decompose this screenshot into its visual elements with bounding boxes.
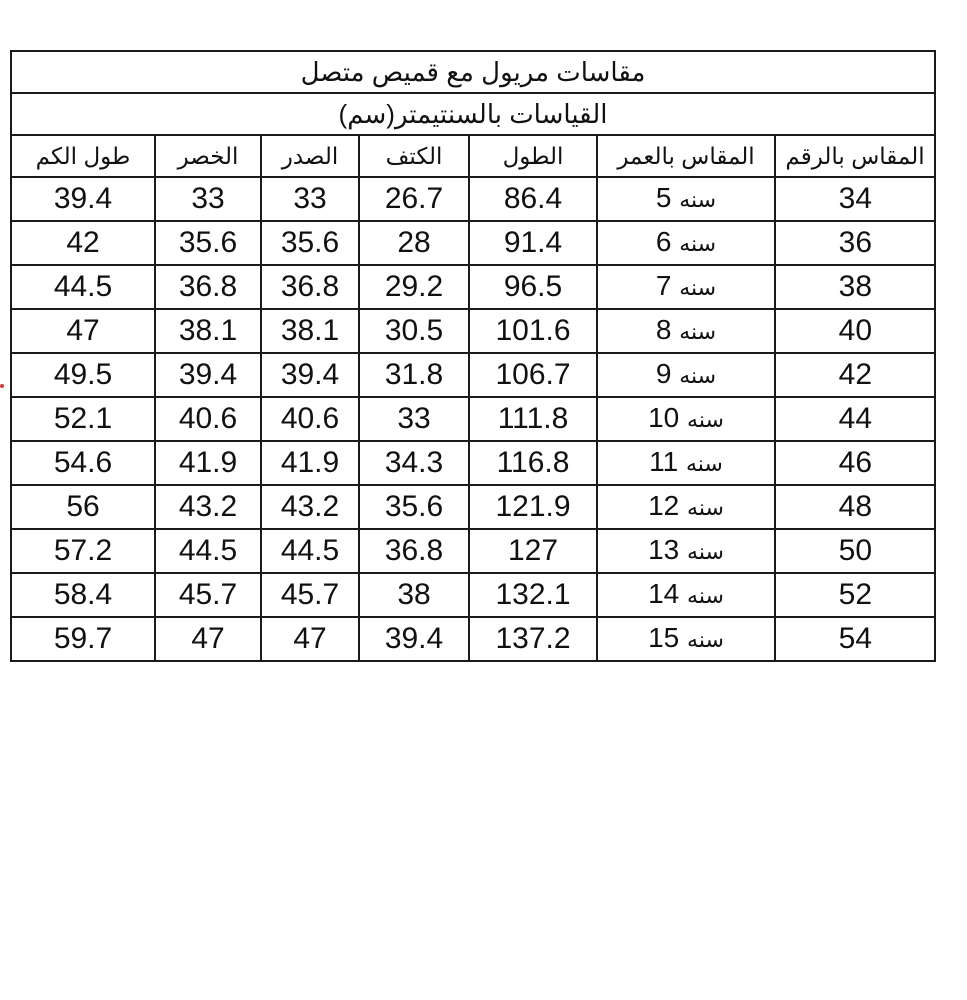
cell-waist: 40.6 — [155, 397, 261, 441]
cell-waist: 45.7 — [155, 573, 261, 617]
header-waist: الخصر — [155, 135, 261, 177]
cell-shoulder: 38 — [359, 573, 469, 617]
cell-chest: 39.4 — [261, 353, 359, 397]
header-row — [11, 135, 935, 177]
cell-length: 106.7 — [469, 353, 597, 397]
cell-length: 111.8 — [469, 397, 597, 441]
age-label — [649, 442, 723, 484]
header-sleeve-length: طول الكم — [11, 135, 155, 177]
cell-chest: 45.7 — [261, 573, 359, 617]
age-label — [656, 354, 716, 396]
cell-size-age — [597, 573, 775, 617]
header-chest: الصدر — [261, 135, 359, 177]
age-number: 15 — [648, 622, 680, 653]
cell-length: 101.6 — [469, 309, 597, 353]
age-number: 14 — [648, 578, 680, 609]
cell-size-number: 48 — [775, 485, 935, 529]
cell-waist: 35.6 — [155, 221, 261, 265]
age-number: 8 — [655, 314, 672, 345]
cell-waist: 39.4 — [155, 353, 261, 397]
header-size-age: المقاس بالعمر — [597, 135, 775, 177]
cell-shoulder: 29.2 — [359, 265, 469, 309]
cell-length: 132.1 — [469, 573, 597, 617]
cell-shoulder: 39.4 — [359, 617, 469, 661]
cell-size-age — [597, 265, 775, 309]
edge-mark — [0, 384, 4, 388]
age-number: 10 — [648, 402, 680, 433]
cell-shoulder: 34.3 — [359, 441, 469, 485]
cell-size-number: 46 — [775, 441, 935, 485]
cell-size-number: 34 — [775, 177, 935, 221]
cell-sleeve-length: 52.1 — [11, 397, 155, 441]
cell-chest: 38.1 — [261, 309, 359, 353]
cell-sleeve-length: 39.4 — [11, 177, 155, 221]
cell-size-age — [597, 485, 775, 529]
cell-shoulder: 36.8 — [359, 529, 469, 573]
cell-shoulder: 28 — [359, 221, 469, 265]
table-row — [11, 617, 935, 661]
age-number: 5 — [655, 182, 672, 213]
cell-sleeve-length: 57.2 — [11, 529, 155, 573]
age-label — [656, 266, 716, 308]
cell-chest: 40.6 — [261, 397, 359, 441]
table-row — [11, 573, 935, 617]
table-subtitle: القياسات بالسنتيمتر(سم) — [11, 93, 935, 135]
cell-sleeve-length: 59.7 — [11, 617, 155, 661]
age-word: سنه — [687, 539, 724, 564]
cell-shoulder: 31.8 — [359, 353, 469, 397]
cell-shoulder: 30.5 — [359, 309, 469, 353]
cell-waist: 47 — [155, 617, 261, 661]
age-number: 11 — [649, 446, 679, 477]
cell-length: 137.2 — [469, 617, 597, 661]
table-row — [11, 529, 935, 573]
age-label — [648, 574, 724, 616]
cell-shoulder: 26.7 — [359, 177, 469, 221]
header-shoulder: الكتف — [359, 135, 469, 177]
cell-size-number: 54 — [775, 617, 935, 661]
cell-chest: 43.2 — [261, 485, 359, 529]
cell-length: 127 — [469, 529, 597, 573]
cell-length: 86.4 — [469, 177, 597, 221]
age-number: 6 — [655, 226, 672, 257]
age-label — [648, 618, 724, 660]
cell-size-age — [597, 529, 775, 573]
cell-sleeve-length: 47 — [11, 309, 155, 353]
age-word: سنه — [687, 583, 724, 608]
cell-waist: 44.5 — [155, 529, 261, 573]
cell-length: 96.5 — [469, 265, 597, 309]
age-word: سنه — [679, 275, 717, 300]
cell-chest: 36.8 — [261, 265, 359, 309]
cell-size-age — [597, 221, 775, 265]
cell-size-number: 42 — [775, 353, 935, 397]
cell-size-age — [597, 397, 775, 441]
age-number: 12 — [648, 490, 680, 521]
cell-length: 91.4 — [469, 221, 597, 265]
age-label — [648, 398, 724, 440]
age-word: سنه — [679, 319, 717, 344]
header-length: الطول — [469, 135, 597, 177]
cell-chest: 44.5 — [261, 529, 359, 573]
cell-size-age — [597, 441, 775, 485]
age-label — [656, 178, 716, 220]
table-row — [11, 441, 935, 485]
age-word: سنه — [687, 407, 724, 432]
cell-size-age — [597, 353, 775, 397]
size-table — [10, 50, 936, 662]
table-title: مقاسات مريول مع قميص متصل — [11, 51, 935, 93]
age-number: 13 — [648, 534, 680, 565]
cell-size-number: 40 — [775, 309, 935, 353]
cell-chest: 33 — [261, 177, 359, 221]
size-chart — [10, 50, 934, 662]
age-number: 9 — [655, 358, 672, 389]
cell-length: 116.8 — [469, 441, 597, 485]
cell-waist: 36.8 — [155, 265, 261, 309]
age-number: 7 — [655, 270, 672, 301]
cell-size-age — [597, 309, 775, 353]
cell-size-number: 38 — [775, 265, 935, 309]
table-row — [11, 221, 935, 265]
cell-chest: 47 — [261, 617, 359, 661]
table-row — [11, 397, 935, 441]
cell-chest: 41.9 — [261, 441, 359, 485]
cell-size-number: 44 — [775, 397, 935, 441]
age-word: سنه — [686, 451, 723, 476]
cell-shoulder: 35.6 — [359, 485, 469, 529]
table-row — [11, 177, 935, 221]
cell-waist: 43.2 — [155, 485, 261, 529]
cell-size-age — [597, 177, 775, 221]
age-word: سنه — [679, 231, 717, 256]
cell-waist: 38.1 — [155, 309, 261, 353]
age-label — [648, 530, 724, 572]
age-label — [648, 486, 724, 528]
table-row — [11, 353, 935, 397]
cell-sleeve-length: 44.5 — [11, 265, 155, 309]
age-word: سنه — [687, 495, 724, 520]
cell-chest: 35.6 — [261, 221, 359, 265]
header-size-number: المقاس بالرقم — [775, 135, 935, 177]
cell-waist: 41.9 — [155, 441, 261, 485]
cell-shoulder: 33 — [359, 397, 469, 441]
table-row — [11, 309, 935, 353]
cell-sleeve-length: 56 — [11, 485, 155, 529]
table-row — [11, 485, 935, 529]
cell-sleeve-length: 54.6 — [11, 441, 155, 485]
age-word: سنه — [687, 627, 724, 652]
table-row — [11, 265, 935, 309]
age-label — [656, 310, 716, 352]
cell-sleeve-length: 49.5 — [11, 353, 155, 397]
cell-size-number: 36 — [775, 221, 935, 265]
cell-size-number: 52 — [775, 573, 935, 617]
cell-sleeve-length: 58.4 — [11, 573, 155, 617]
cell-size-age — [597, 617, 775, 661]
cell-waist: 33 — [155, 177, 261, 221]
age-word: سنه — [679, 187, 717, 212]
cell-size-number: 50 — [775, 529, 935, 573]
age-word: سنه — [679, 363, 717, 388]
cell-length: 121.9 — [469, 485, 597, 529]
cell-sleeve-length: 42 — [11, 221, 155, 265]
age-label — [656, 222, 716, 264]
